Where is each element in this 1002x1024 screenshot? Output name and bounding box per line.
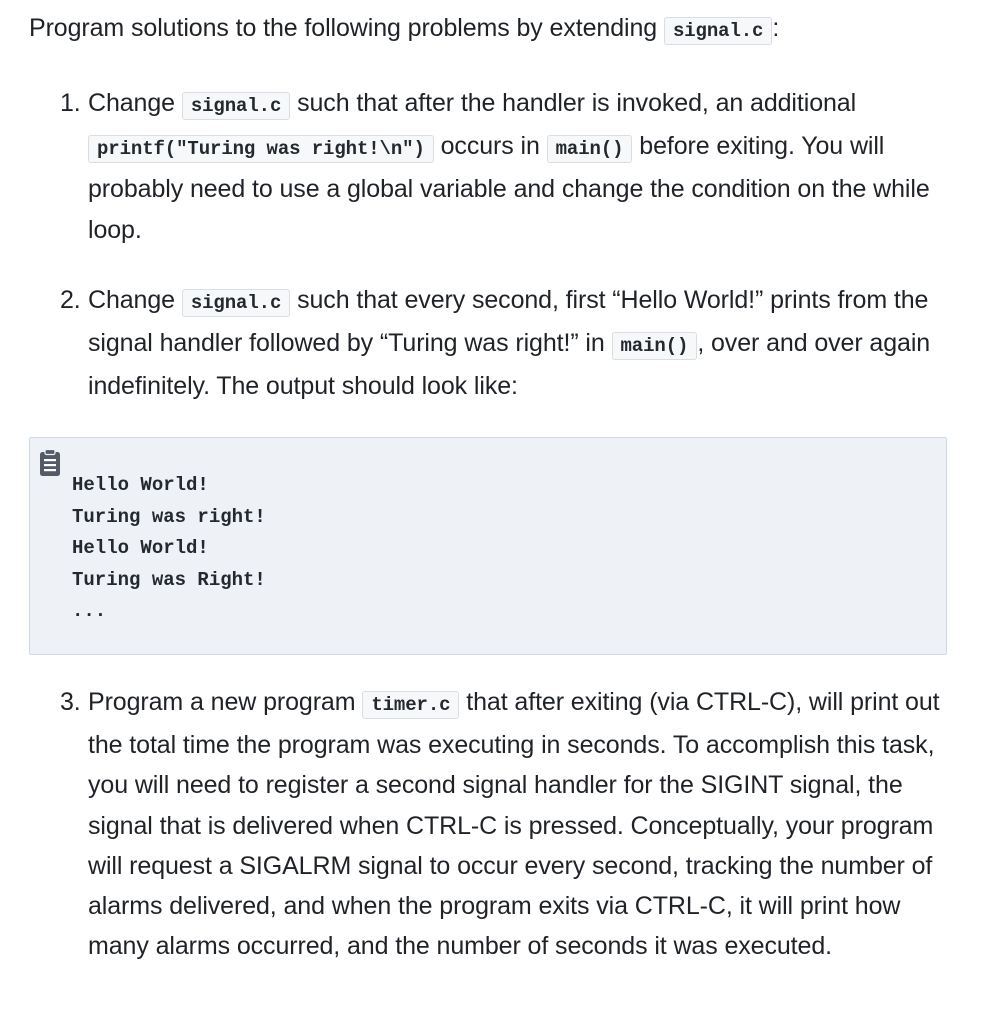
task-number: 1. (60, 89, 81, 117)
code-block (29, 437, 947, 655)
task-body (88, 280, 940, 407)
code-line: ... (72, 600, 107, 622)
inline-code: signal.c (182, 92, 290, 120)
task-text: occurs in (433, 132, 547, 161)
task-item-3 (60, 682, 940, 966)
inline-code: main() (547, 135, 633, 163)
task-text: such that after the handler is invoked, an additional (290, 89, 857, 117)
code-line: Hello World! (72, 537, 209, 559)
task-number: 3. (60, 688, 81, 716)
task-text: such that every second, first “Hello World!” prints from the signal handler followed by “Turing was right!” in (88, 286, 929, 358)
code-line: Turing was right! (72, 505, 266, 528)
intro-code-signal-c: signal.c (664, 17, 772, 45)
clipboard-icon[interactable] (38, 448, 62, 478)
inline-code: printf("Turing was right!\n") (88, 135, 434, 163)
task-item-2 (60, 280, 940, 407)
task-body (88, 83, 940, 250)
intro-text: Program solutions to the following problems by extending (29, 14, 664, 42)
task-text: Program a new program (88, 688, 363, 716)
task-text: before exiting. You will probably need to use a global variable and change the condition on the while loop. (88, 132, 930, 244)
intro-paragraph (29, 8, 949, 51)
inline-code: main() (612, 332, 698, 360)
task-text: , over and over again indefinitely. The output should look like: (88, 329, 931, 401)
inline-code: signal.c (182, 289, 290, 317)
inline-code: timer.c (362, 691, 459, 719)
task-text: Change (88, 286, 182, 314)
code-output (72, 470, 266, 628)
clipboard-icon-graphic (38, 448, 62, 478)
task-number: 2. (60, 286, 81, 314)
task-item-1 (60, 83, 940, 250)
intro-suffix: : (772, 14, 780, 42)
code-line: Turing was Right! (72, 568, 266, 591)
task-text: Change (88, 89, 182, 117)
task-body (88, 682, 940, 966)
code-line: Hello World! (72, 474, 209, 496)
task-text: that after exiting (via CTRL-C), will print out the total time the program was executing in seconds. To accomplish this task, you will need to register a second signal handler for the SIGINT signal, the signal that is delivered when CTRL-C is pressed. Conceptually, your program will request a SIGALRM signal to occur every second, tracking the number of alarms delivered, and when the program exits via CTRL-C, it will print how many alarms occurred, and the number of seconds it was executed. (88, 688, 940, 961)
